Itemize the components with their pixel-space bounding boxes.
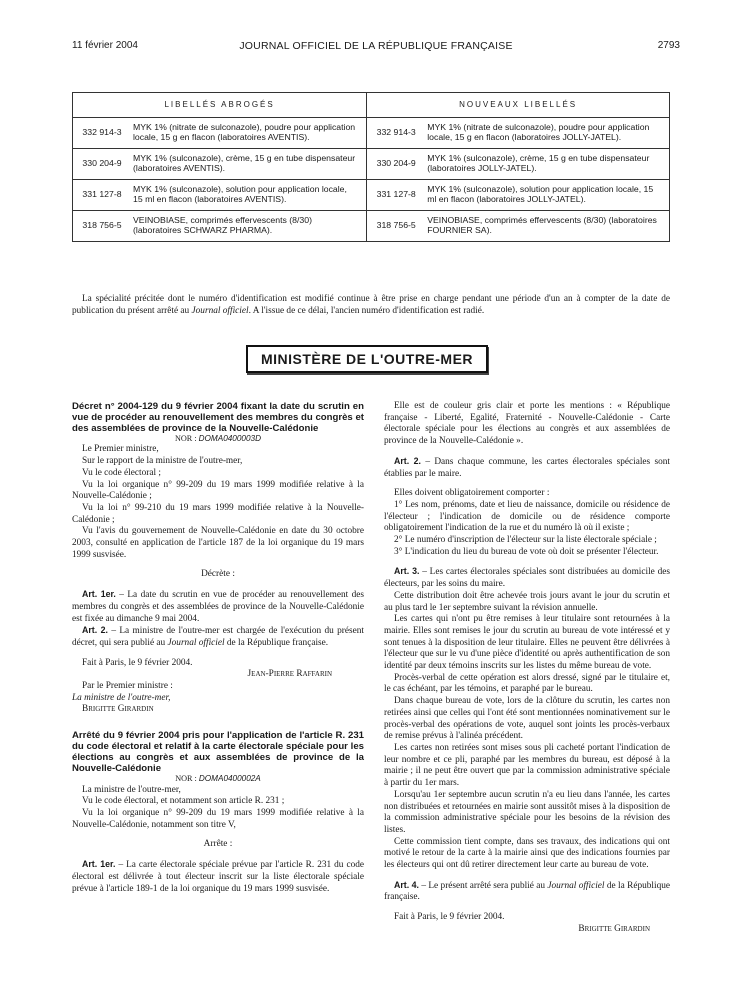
header-new: NOUVEAUX LIBELLÉS (367, 93, 670, 118)
issue-date: 11 février 2004 (72, 40, 138, 51)
par-premier-ministre: Par le Premier ministre : (82, 681, 173, 692)
header-abrogated: LIBELLÉS ABROGÉS (73, 93, 367, 118)
decret-nor: NOR : DOMA0400003D (174, 434, 261, 444)
code-old: 318 756-5 (73, 211, 132, 242)
arrete-article-4: Art. 4. – Le présent arrêté sera publié au Journal officiel de la République française. (384, 879, 670, 903)
code-new: 330 204-9 (367, 149, 426, 180)
table-row (73, 211, 670, 242)
code-new: 318 756-5 (367, 211, 426, 242)
label-old: MYK 1% (sulconazole), solution pour application locale, 15 ml en flacon (laboratoires AVENTIS). (131, 180, 367, 211)
table-row (73, 118, 670, 149)
ministre-title: La ministre de l'outre-mer, (72, 692, 171, 703)
label-new: VEINOBIASE, comprimés effervescents (8/30) (laboratoires FOURNIER SA). (425, 211, 669, 242)
table-row (73, 180, 670, 211)
signature-pm: Jean-Pierre Raffarin (247, 669, 332, 680)
label-new: MYK 1% (nitrate de sulconazole), poudre pour application locale, 15 g en flacon (laboratoires JOLLY-JATEL). (425, 118, 669, 149)
ministry-heading: MINISTÈRE DE L'OUTRE-MER (246, 345, 488, 373)
left-column: Décret n° 2004-129 du 9 février 2004 fixant la date du scrutin en vue de procéder au renouvellement des membres du congrès et des assemblées de province de la Nouvelle-Calédonie NOR : DOMA0400003D Le Premier ministre, Sur le rapport de la ministre de l'outre-mer, Vu le code électoral ; Vu la loi organique n° 99-209 du 19 mars 1999 modifiée relative à la Nouvelle-Calédonie ; Vu la loi n° 99-210 du 19 mars 1999 modifiée relative à la Nouvelle-Calédonie ; Vu l'avis du gouvernement de Nouvelle-Calédonie en date du 30 octobre 2003, consulté en application de l'article 187 de la loi organique du 19 mars 1999 susvisée. Décrète : Art. 1er. – La date du scrutin en vue de procéder au renouvellement des membres du congrès et des assemblées de province de la Nouvelle-Calédonie est fixée au dimanche 9 mai 2004. Art. 2. – La ministre de l'outre-mer est chargée de l'exécution du présent décret, qui sera publié au Journal officiel de la République française. Fait à Paris, le 9 février 2004. Jean-Pierre Raffarin Par le Premier ministre : La ministre de l'outre-mer, Brigitte Girardin Arrêté du 9 février 2004 pris pour l'application de l'article R. 231 du code électoral et relatif à la carte électorale spéciale pour les élections au congrès et aux assemblées de province de la Nouvelle-Calédonie NOR : DOMA0400002A La ministre de l'outre-mer, Vu le code électoral, et notamment son article R. 231 ; Vu la loi organique n° 99-209 du 19 mars 1999 modifiée relative à la Nouvelle-Calédonie, notamment son titre V, Arrête : Art. 1er. – La carte électorale spéciale prévue par l'article R. 231 du code électoral est délivrée à tout électeur inscrit sur la liste électorale spéciale prévue à l'article 189-1 de la loi organique du 19 mars 1999 susvisée. (72, 401, 364, 894)
arrete-article-2: Art. 2. – Dans chaque commune, les cartes électorales spéciales sont établies par le maire. (384, 455, 670, 479)
decrete-label: Décrète : (201, 569, 235, 580)
arrete-fait: Fait à Paris, le 9 février 2004. (394, 912, 505, 923)
label-old: VEINOBIASE, comprimés effervescents (8/30) (laboratoires SCHWARZ PHARMA). (131, 211, 367, 242)
arrete-label: Arrête : (203, 839, 233, 850)
article-2: Art. 2. – La ministre de l'outre-mer est chargée de l'exécution du présent décret, qui sera publié au Journal officiel de la République française. (72, 625, 364, 648)
page-header (72, 40, 680, 56)
code-old: 331 127-8 (73, 180, 132, 211)
labels-table (72, 92, 670, 242)
arrete-article-3: Art. 3. – Les cartes électorales spéciales sont distribuées au domicile des électeurs, par les soins du maire. (384, 566, 671, 590)
article-1: Art. 1er. – La date du scrutin en vue de procéder au renouvellement des membres du congrès et des assemblées de province de la Nouvelle-Calédonie est fixée au dimanche 9 mai 2004. (72, 589, 364, 624)
table-header-row (73, 93, 670, 118)
page-number: 2793 (657, 40, 680, 51)
signature-ministre-arrete: Brigitte Girardin (578, 923, 650, 934)
label-new: MYK 1% (sulconazole), solution pour application locale, 15 ml en flacon (laboratoires JOLLY-JATEL). (425, 180, 669, 211)
table-row (73, 149, 670, 180)
journal-name: Journal officiel (191, 306, 249, 317)
decret-title: Décret n° 2004-129 du 9 février 2004 fixant la date du scrutin en vue de procéder au renouvellement des membres du congrès et des assemblées de province de la Nouvelle-Calédonie (72, 401, 364, 435)
signature-ministre: Brigitte Girardin (82, 704, 154, 715)
label-old: MYK 1% (sulconazole), crème, 15 g en tube dispensateur (laboratoires AVENTIS). (131, 149, 367, 180)
code-new: 331 127-8 (367, 180, 426, 211)
label-old: MYK 1% (nitrate de sulconazole), poudre pour application locale, 15 g en flacon (laboratoires AVENTIS). (131, 118, 367, 149)
code-new: 332 914-3 (367, 118, 426, 149)
table-note: La spécialité précitée dont le numéro d'identification est modifié continue à être prise en charge pendant une période d'un an à compter de la date de publication du présent arrêté au Journal officiel. A l'issue de ce délai, l'ancien numéro d'identification est radié. (72, 294, 670, 317)
arrete-nor: NOR : DOMA0400002A (175, 774, 261, 784)
label-new: MYK 1% (sulconazole), crème, 15 g en tube dispensateur (laboratoires JOLLY-JATEL). (425, 149, 669, 180)
code-old: 330 204-9 (73, 149, 132, 180)
arrete-article-1: Art. 1er. – La carte électorale spéciale prévue par l'article R. 231 du code électoral est délivrée à tout électeur inscrit sur la liste électorale spéciale prévue à l'article 189-1 de la loi organique du 19 mars 1999 susvisée. (72, 859, 364, 894)
right-column: Elle est de couleur gris clair et porte les mentions : « République française - Liberté, Egalité, Fraternité - Nouvelle-Calédonie - Carte électorale spéciale pour les élections au congrès et aux assemblées de province de la Nouvelle-Calédonie ». Art. 2. – Dans chaque commune, les cartes électorales spéciales sont établies par le maire. Elles doivent obligatoirement comporter : 1° Les nom, prénoms, date et lieu de naissance, domicile ou résidence de l'électeur ; l'indication de domicile ou de résidence comporte obligatoirement l'indication de la rue et du numéro là où il existe ; 2° Le numéro d'inscription de l'électeur sur la liste électorale spéciale ; 3° L'indication du lieu du bureau de vote où doit se présenter l'électeur. Art. 3. – Les cartes électorales spéciales sont distribuées au domicile des électeurs, par les soins du maire. Cette distribution doit être achevée trois jours avant le jour du scrutin et au plus tard le 1er septembre suivant la révision annuelle. Les cartes qui n'ont pu être remises à leur titulaire sont retournées à la mairie. Elles sont remises le jour du scrutin au bureau de vote intéressé et y sont tenues à la disposition de leur titulaire. Elles ne peuvent être délivrées à l'électeur que sur le vu d'une pièce d'identité ou après authentification de son identité par deux témoins inscrits sur les listes du même bureau de vote. Procès-verbal de cette opération est alors dressé, signé par le titulaire et, le cas échéant, par les témoins, et paraphé par le bureau. Dans chaque bureau de vote, lors de la clôture du scrutin, les cartes non retirées ainsi que celles qui l'ont été sont mentionnées nominativement sur le procès-verbal des opérations de vote, auquel sont joints les procès-verbaux de remise prévus à l'alinéa précédent. Les cartes non retirées sont mises sous pli cacheté portant l'indication de leur nombre et ce pli, paraphé par les membres du bureau, est déposé à la mairie ; il ne peut être ouvert que par la commission administrative spéciale à partir du 1er mars. Lorsqu'au 1er septembre aucun scrutin n'a eu lieu dans l'année, les cartes non distribuées et retournées en mairie sont aussitôt mises à la disposition de la commission administrative spéciale pour les besoins de la révision des listes. Cette commission tient compte, dans ses travaux, des indications qui ont motivé le retour de la carte à la mairie ainsi que des indications fournies par les électeurs qui ont dû retirer directement leur carte au bureau de vote. Art. 4. – Le présent arrêté sera publié au Journal officiel de la République française. Fait à Paris, le 9 février 2004. Brigitte Girardin (384, 401, 671, 934)
decret-fait: Fait à Paris, le 9 février 2004. (82, 657, 193, 668)
journal-title: JOURNAL OFFICIEL DE LA RÉPUBLIQUE FRANÇAISE (239, 40, 513, 52)
arrete-title: Arrêté du 9 février 2004 pris pour l'application de l'article R. 231 du code électoral et relatif à la carte électorale spéciale pour les élections au congrès et aux assemblées de province de la Nouvelle-Calédonie (72, 730, 364, 775)
code-old: 332 914-3 (73, 118, 132, 149)
